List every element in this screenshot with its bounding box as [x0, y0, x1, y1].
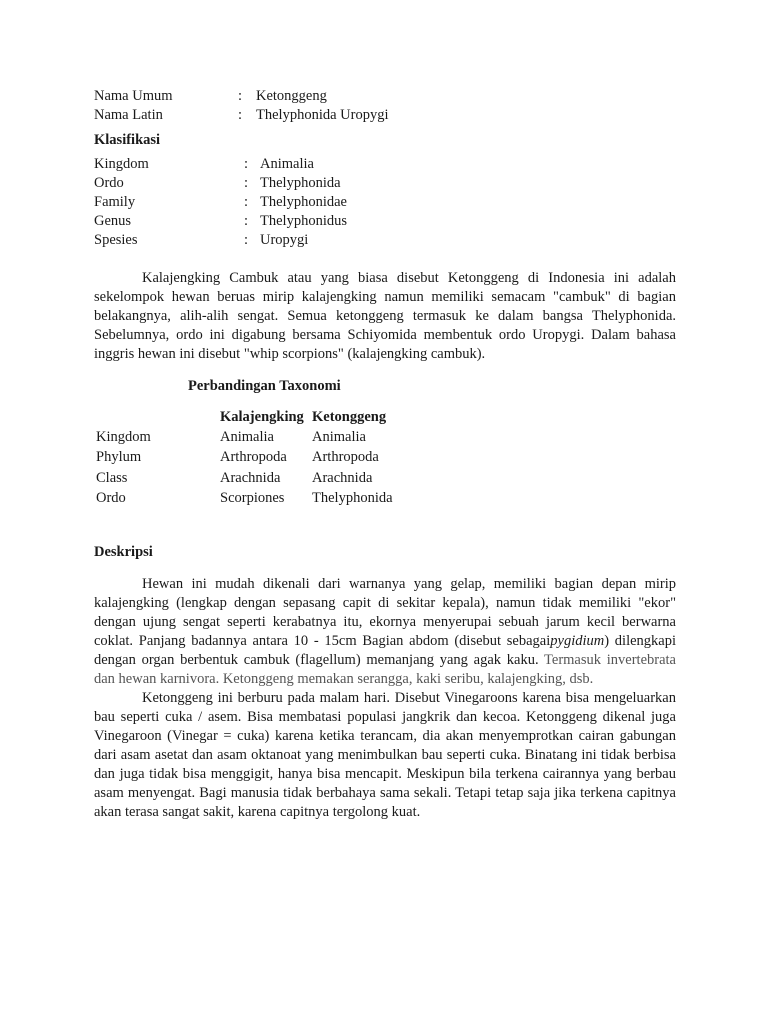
comparison-title: Perbandingan Taxonomi: [188, 378, 341, 394]
comparison-rank: Kingdom: [96, 429, 151, 445]
classification-value: Thelyphonidae: [260, 194, 347, 210]
description-text-1a: Hewan ini mudah dikenali dari warnanya yang gelap, memiliki bagian depan mirip kalajengking (lengkap dengan sepasang capit di sekitar kepala), namun tidak memiliki "ekor" dengan ujung sengat seperti kerabatnya itu, ekornya menyerupai sebuah jarum kecil berwarna coklat. Panjang badannya antara 10 - 15cm Bagian abdom (disebut sebagai: [94, 576, 676, 649]
latin-name-value: Thelyphonida Uropygi: [256, 107, 389, 123]
classification-label: Kingdom: [94, 156, 149, 172]
comparison-header-kalajengking: Kalajengking: [220, 409, 304, 425]
common-name-value: Ketonggeng: [256, 88, 327, 104]
comparison-rank: Phylum: [96, 449, 142, 465]
description-text-2: Ketonggeng ini berburu pada malam hari. Disebut Vinegaroons karena bisa mengeluarkan bau seperti cuka / asem. Bisa membatasi populasi jangkrik dan kecoa. Ketonggeng dikenal juga Vinegaroon (Vinegar = cuka) karena ketika terancam, dia akan menyemprotkan cairan gabungan dari asam asetat dan asam oktanoat yang menimbulkan bau seperti cuka. Binatang ini tidak berbisa dan juga tidak bisa menggigit, hanya bisa mencapit. Meskipun bila terkena cairannya yang berbau asam menyengat. Bagi manusia tidak berbahaya sama sekali. Tetapi tetap saja jika terkena capitnya akan terasa sangat sakit, karena capitnya tergolong kuat.: [94, 690, 676, 820]
comparison-rank: Class: [96, 470, 128, 486]
comparison-kalajengking: Arachnida: [220, 470, 281, 486]
classification-label: Ordo: [94, 175, 124, 191]
comparison-rank: Ordo: [96, 490, 126, 506]
description-text-1b: ) dilengkapi dengan organ berbentuk cambuk (flagellum) memanjang yang agak kaku.: [94, 633, 676, 668]
classification-value: Animalia: [260, 156, 314, 172]
classification-value: Thelyphonidus: [260, 213, 347, 229]
latin-name-label: Nama Latin: [94, 107, 163, 123]
separator: :: [244, 213, 249, 229]
common-name-label: Nama Umum: [94, 88, 173, 104]
comparison-ketonggeng: Animalia: [312, 429, 366, 445]
comparison-kalajengking: Scorpiones: [220, 490, 285, 506]
description-text-1: [94, 575, 676, 689]
separator: :: [244, 175, 249, 191]
comparison-ketonggeng: Arachnida: [312, 470, 373, 486]
separator: :: [238, 88, 243, 104]
classification-heading: Klasifikasi: [94, 132, 161, 148]
comparison-kalajengking: Arthropoda: [220, 449, 287, 465]
separator: :: [244, 156, 249, 172]
pygidium-term: pygidium: [550, 633, 605, 649]
classification-label: Genus: [94, 213, 132, 229]
comparison-header-ketonggeng: Ketonggeng: [312, 409, 387, 425]
classification-value: Thelyphonida: [260, 175, 341, 191]
intro-paragraph: [94, 269, 676, 364]
comparison-ketonggeng: Thelyphonida: [312, 490, 393, 506]
comparison-ketonggeng: Arthropoda: [312, 449, 379, 465]
separator: :: [244, 194, 249, 210]
classification-label: Family: [94, 194, 136, 210]
separator: :: [238, 107, 243, 123]
intro-text: Kalajengking Cambuk atau yang biasa disebut Ketonggeng di Indonesia ini adalah sekelompok hewan beruas mirip kalajengking namun memiliki semacam "cambuk" di bagian belakangnya, alih-alih sengat. Semua ketonggeng termasuk ke dalam bangsa Thelyphonida. Sebelumnya, ordo ini digabung bersama Schiyomida membentuk ordo Uropygi. Dalam bahasa inggris hewan ini disebut "whip scorpions" (kalajengking cambuk).: [94, 270, 676, 362]
classification-value: Uropygi: [260, 232, 309, 248]
classification-label: Spesies: [94, 232, 138, 248]
description-heading: Deskripsi: [94, 544, 153, 560]
separator: :: [244, 232, 249, 248]
comparison-kalajengking: Animalia: [220, 429, 274, 445]
description-text-1c: Termasuk invertebrata dan hewan karnivora. Ketonggeng memakan serangga, kaki seribu, kalajengking, dsb.: [94, 652, 676, 687]
description-paragraph-1: [94, 575, 676, 822]
